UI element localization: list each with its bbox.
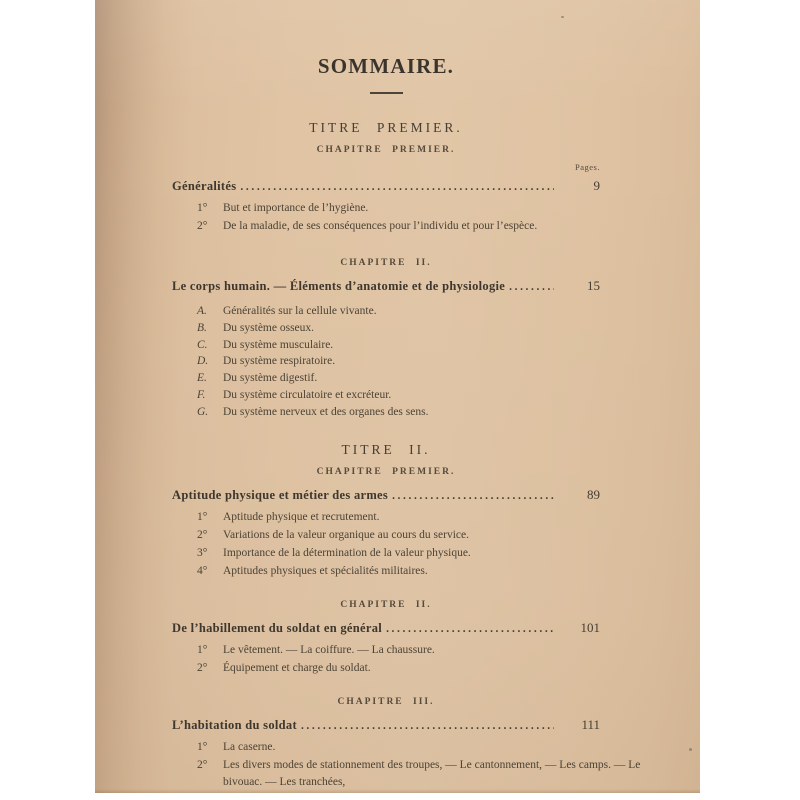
paper-speck: [689, 748, 692, 751]
toc-entry: [172, 277, 600, 294]
subitem-marker: 2°: [197, 661, 208, 674]
subitem-text: Du système respiratoire.: [223, 355, 336, 368]
subitem-list: [197, 509, 659, 580]
subitem-list: [197, 200, 659, 236]
subitem-marker: 2°: [197, 529, 208, 542]
chapitre-heading-1-1: CHAPITRE PREMIER.: [316, 144, 456, 155]
subitem-marker: C.: [197, 338, 208, 351]
subitem-text: Du système digestif.: [223, 372, 318, 385]
toc-subitem: [197, 527, 659, 545]
subitem-marker: 3°: [197, 546, 208, 559]
toc-subitem: [197, 757, 659, 793]
toc-entry-page: 111: [581, 716, 600, 732]
subitem-marker: 1°: [197, 511, 208, 524]
dot-leader: [509, 277, 554, 291]
toc-entry: [172, 716, 600, 733]
dot-leader: [386, 619, 554, 633]
table-of-contents: [172, 54, 641, 792]
subitem-marker: 2°: [197, 219, 208, 232]
subitem-list: [197, 739, 659, 792]
toc-entry-page: 9: [593, 178, 600, 193]
toc-subitem: [197, 509, 659, 527]
subitem-marker: 1°: [197, 202, 208, 214]
subitem-text: Généralités sur la cellule vivante.: [223, 304, 377, 317]
title-divider: [370, 92, 403, 94]
toc-subitem: [197, 404, 659, 421]
dot-leader: [392, 486, 554, 500]
subitem-text: Du système circulatoire et excréteur.: [223, 388, 392, 401]
toc-subitem: [197, 200, 659, 218]
subitem-marker: 4°: [197, 564, 208, 577]
subitem-text: Variations de la valeur organique au cours du service.: [223, 529, 469, 542]
subitem-marker: F.: [197, 388, 206, 401]
toc-subitem: [197, 387, 659, 404]
toc-entry-page: 101: [580, 619, 600, 635]
dot-leader: [240, 177, 554, 191]
subitem-text: Du système osseux.: [223, 321, 315, 334]
toc-entry-label: Généralités: [172, 179, 237, 193]
subitem-text: Les divers modes de stationnement des troupes, — Le cantonnement, — Les camps. — Le bivouac. — Les tranchées,: [223, 758, 641, 789]
subitem-marker: A.: [197, 304, 207, 317]
page-title: SOMMAIRE.: [317, 54, 455, 78]
dot-leader: [301, 716, 554, 730]
toc-entry: [172, 619, 600, 636]
subitem-marker: G.: [197, 405, 209, 418]
toc-entry-page: 15: [587, 277, 600, 293]
toc-subitem: [197, 739, 659, 757]
chapitre-heading-2-2: CHAPITRE II.: [340, 599, 432, 610]
subitem-marker: 1°: [197, 740, 208, 753]
toc-subitem: [197, 353, 659, 370]
titre-heading-2: TITRE II.: [341, 442, 431, 458]
subitem-text: But et importance de l’hygiène.: [223, 202, 369, 214]
toc-entry-label: L’habitation du soldat: [172, 717, 297, 732]
chapitre-heading-2-3: CHAPITRE III.: [337, 696, 435, 707]
chapitre-heading-1-2: CHAPITRE II.: [340, 257, 432, 268]
toc-subitem: [197, 660, 659, 678]
subitem-text: Équipement et charge du soldat.: [223, 661, 371, 674]
subitem-text: Du système nerveux et des organes des sens.: [223, 405, 429, 418]
subitem-marker: 2°: [197, 758, 208, 771]
book-page: [95, 0, 700, 793]
toc-subitem: [197, 370, 659, 387]
subitem-text: Le vêtement. — La coiffure. — La chaussure.: [223, 643, 435, 656]
pages-label: Pages.: [575, 162, 600, 172]
chapitre-heading-2-1: CHAPITRE PREMIER.: [316, 466, 456, 477]
toc-subitem: [197, 337, 659, 354]
subitem-text: Aptitudes physiques et spécialités militaires.: [223, 564, 428, 577]
subitem-text: Aptitude physique et recrutement.: [223, 511, 380, 524]
toc-entry-page: 89: [587, 487, 600, 503]
toc-subitem: [197, 218, 659, 236]
toc-subitem: [197, 563, 659, 581]
toc-subitem: [197, 320, 659, 337]
subitem-marker: 1°: [197, 643, 208, 656]
toc-subitem: [197, 303, 659, 320]
subitem-marker: B.: [197, 321, 207, 334]
subitem-marker: D.: [197, 355, 209, 368]
subitem-marker: E.: [197, 372, 207, 385]
subitem-list: [197, 303, 659, 420]
toc-entry: [172, 177, 600, 194]
toc-entry-label: De l’habillement du soldat en général: [172, 620, 383, 635]
toc-entry-label: Le corps humain. — Éléments d’anatomie et de physiologie: [172, 278, 506, 293]
toc-entry: [172, 486, 600, 503]
subitem-list: [197, 642, 659, 678]
subitem-text: Du système musculaire.: [223, 338, 334, 351]
subitem-text: La caserne.: [223, 740, 276, 753]
toc-subitem: [197, 642, 659, 660]
toc-entry-label: Aptitude physique et métier des armes: [172, 488, 389, 503]
toc-subitem: [197, 545, 659, 563]
paper-speck: [561, 16, 564, 18]
subitem-text: De la maladie, de ses conséquences pour l’individu et pour l’espèce.: [223, 219, 538, 232]
pages-column-header: [172, 157, 600, 175]
subitem-text: Importance de la détermination de la valeur physique.: [223, 546, 471, 559]
titre-heading-1: TITRE PREMIER.: [309, 120, 463, 136]
